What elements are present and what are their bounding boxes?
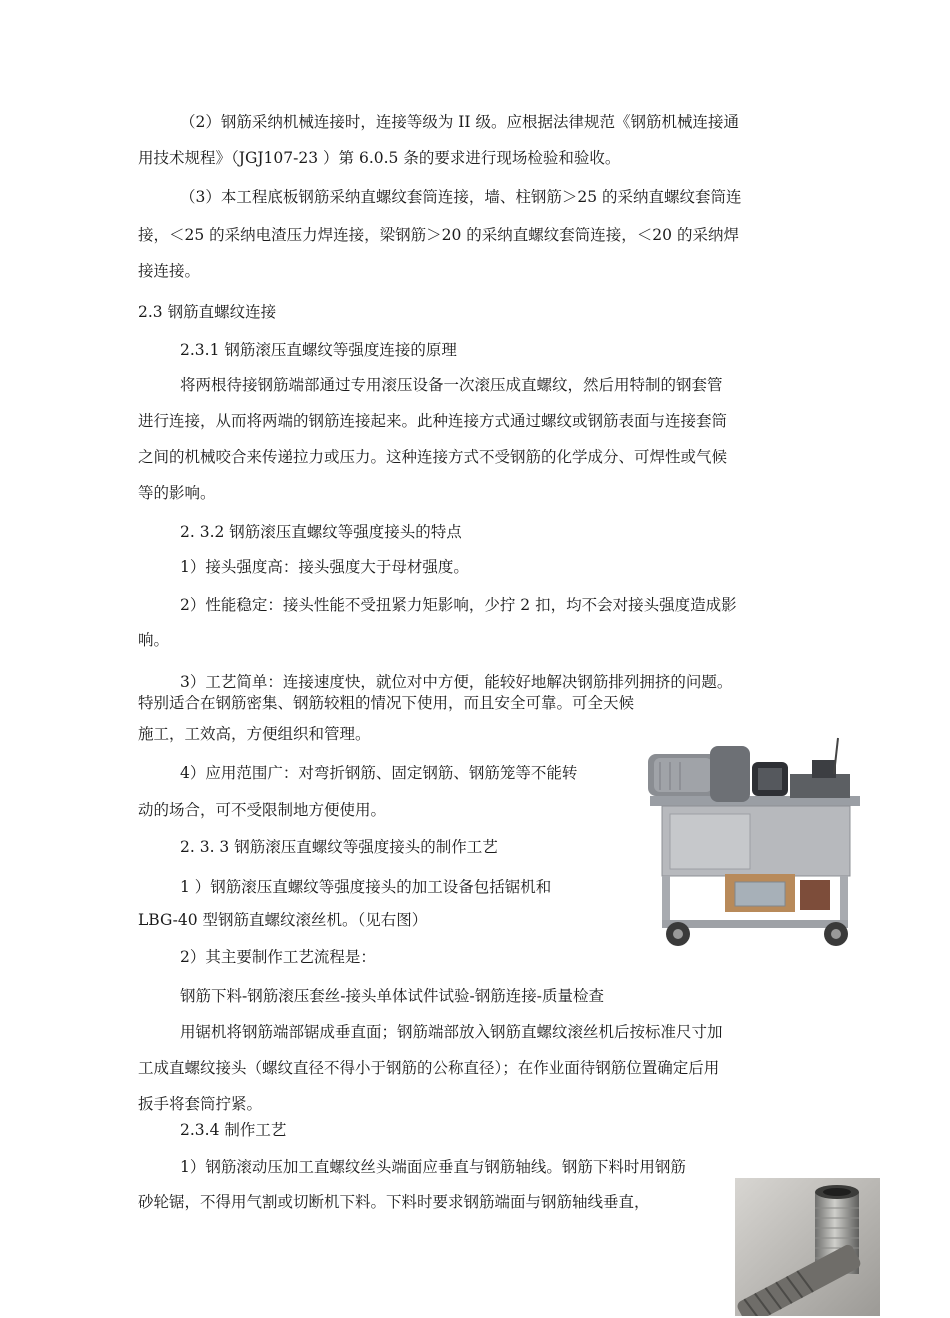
- text-line: 等的影响。: [138, 484, 216, 502]
- subsection-heading: 2. 3.2 钢筋滚压直螺纹等强度接头的特点: [180, 523, 462, 541]
- text-line: 1）钢筋滚动压加工直螺纹丝头端面应垂直与钢筋轴线。钢筋下料时用钢筋: [180, 1158, 686, 1176]
- text-line: 将两根待接钢筋端部通过专用滚压设备一次滚压成直螺纹，然后用特制的钢套管: [180, 376, 723, 394]
- text-line: 砂轮锯，不得用气割或切断机下料。下料时要求钢筋端面与钢筋轴线垂直，: [138, 1193, 650, 1211]
- text-line: 2）其主要制作工艺流程是：: [180, 948, 376, 966]
- thread-rolling-machine-photo: [640, 734, 870, 952]
- text-line: 响。: [138, 631, 170, 649]
- text-line: 用锯机将钢筋端部锯成垂直面；钢筋端部放入钢筋直螺纹滚丝机后按标准尺寸加: [180, 1023, 723, 1041]
- threaded-coupler-photo: [735, 1178, 880, 1316]
- subsection-heading: 2.3.1 钢筋滚压直螺纹等强度连接的原理: [180, 341, 457, 359]
- text-line: 动的场合，可不受限制地方便使用。: [138, 801, 387, 819]
- section-heading: 2.3 钢筋直螺纹连接: [138, 303, 277, 321]
- text-line: LBG-40 型钢筋直螺纹滚丝机。（见右图）: [138, 911, 428, 929]
- text-line: 接连接。: [138, 262, 201, 280]
- text-line: 之间的机械咬合来传递拉力或压力。这种连接方式不受钢筋的化学成分、可焊性或气候: [138, 448, 728, 466]
- text-line: 工成直螺纹接头（螺纹直径不得小于钢筋的公称直径）；在作业面待钢筋位置确定后用: [138, 1059, 720, 1077]
- text-line: 3）工艺简单：连接速度快，就位对中方便，能较好地解决钢筋排列拥挤的问题。: [180, 673, 733, 691]
- text-line: 施工，工效高，方便组织和管理。: [138, 725, 371, 743]
- text-line: 特别适合在钢筋密集、钢筋较粗的情况下使用，而且安全可靠。可全天候: [138, 694, 635, 712]
- text-line: 用技术规程》（JGJ107-23 ）第 6.0.5 条的要求进行现场检验和验收。: [138, 149, 621, 167]
- text-line: （3）本工程底板钢筋采纳直螺纹套筒连接，墙、柱钢筋＞25 的采纳直螺纹套筒连: [180, 188, 742, 206]
- text-line: 扳手将套筒拧紧。: [138, 1095, 263, 1113]
- text-line: 2）性能稳定：接头性能不受扭紧力矩影响，少拧 2 扣，均不会对接头强度造成影: [180, 596, 737, 614]
- subsection-heading: 2. 3. 3 钢筋滚压直螺纹等强度接头的制作工艺: [180, 838, 498, 856]
- text-line: 接，＜25 的采纳电渣压力焊连接，梁钢筋＞20 的采纳直螺纹套筒连接，＜20 的采纳焊: [138, 226, 739, 244]
- text-line: 1 ）钢筋滚压直螺纹等强度接头的加工设备包括锯机和: [180, 878, 552, 896]
- text-line: 4）应用范围广：对弯折钢筋、固定钢筋、钢筋笼等不能转: [180, 764, 578, 782]
- subsection-heading: 2.3.4 制作工艺: [180, 1121, 287, 1139]
- text-line: （2）钢筋采纳机械连接时，连接等级为 II 级。应根据法律规范《钢筋机械连接通: [180, 113, 739, 131]
- text-line: 1）接头强度高：接头强度大于母材强度。: [180, 558, 469, 576]
- text-line: 钢筋下料-钢筋滚压套丝-接头单体试件试验-钢筋连接-质量检查: [180, 987, 604, 1005]
- text-line: 进行连接，从而将两端的钢筋连接起来。此种连接方式通过螺纹或钢筋表面与连接套筒: [138, 412, 728, 430]
